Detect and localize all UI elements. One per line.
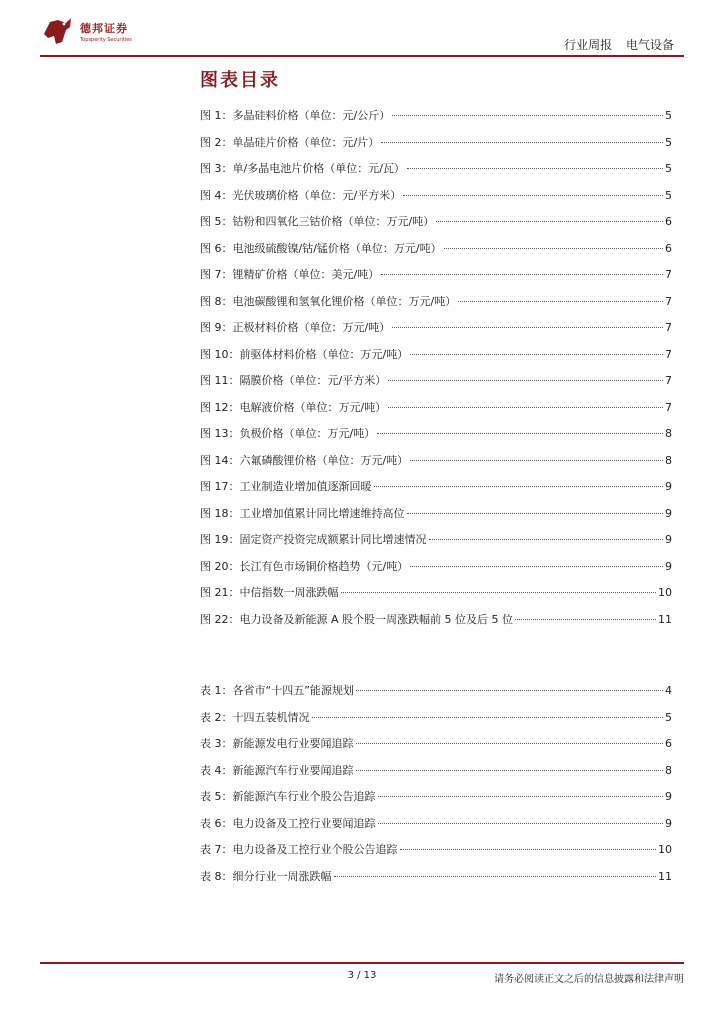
toc-leader-dots <box>341 592 657 593</box>
logo-name-cn: 德邦证券 <box>80 21 128 35</box>
toc-entry-page: 5 <box>665 710 672 724</box>
toc-entry-label: 图 21：中信指数一周涨跌幅 <box>200 586 339 599</box>
toc-entry[interactable] <box>200 134 672 161</box>
toc-entry[interactable] <box>200 584 672 611</box>
toc-leader-dots <box>356 770 664 771</box>
toc-entry-page: 9 <box>665 790 672 803</box>
page-header <box>0 0 724 60</box>
toc-entry[interactable] <box>200 709 672 736</box>
toc-entry-page: 5 <box>665 135 672 149</box>
toc-entry-page: 8 <box>665 427 672 440</box>
toc-entry[interactable] <box>200 841 672 868</box>
toc-entry[interactable] <box>200 107 672 134</box>
report-category <box>554 36 674 53</box>
toc-entry-label: 图 8：电池碳酸锂和氢氧化锂价格（单位：万元/吨） <box>200 294 457 308</box>
toc-entry[interactable] <box>200 505 672 532</box>
toc-entry[interactable] <box>200 372 672 399</box>
toc-entry-page: 8 <box>665 453 672 467</box>
toc-entry-page: 9 <box>665 559 672 573</box>
toc-leader-dots <box>407 513 664 514</box>
toc-entry-page: 10 <box>658 586 672 599</box>
toc-entry-label: 图 3：单/多晶电池片价格（单位：元/瓦） <box>200 162 405 175</box>
toc-entry-page: 5 <box>665 109 672 122</box>
toc-entry-page: 10 <box>658 843 672 856</box>
toc-entry-page: 7 <box>665 321 672 334</box>
logo-icon <box>40 14 76 48</box>
toc-leader-dots <box>515 619 656 620</box>
toc-entry-page: 7 <box>665 268 672 281</box>
toc-entry-label: 表 4：新能源汽车行业要闻追踪 <box>200 763 354 777</box>
toc-entry-page: 5 <box>665 188 672 202</box>
toc-leader-dots <box>407 168 663 169</box>
toc-leader-dots <box>388 380 663 381</box>
toc-leader-dots <box>381 142 663 143</box>
toc-entry-label: 表 7：电力设备及工控行业个股公告追踪 <box>200 843 398 856</box>
toc-entry-label: 图 4：光伏玻璃价格（单位：元/平方米） <box>200 188 402 202</box>
toc-entry-page: 9 <box>665 533 672 546</box>
toc-entry-page: 6 <box>665 737 672 750</box>
header-divider <box>40 55 684 57</box>
toc-leader-dots <box>436 221 663 222</box>
toc-leader-dots <box>374 486 664 487</box>
toc-entry-label: 图 13：负极价格（单位：万元/吨） <box>200 427 376 440</box>
toc-entry-label: 表 1：各省市“十四五”能源规划 <box>200 684 354 697</box>
toc-leader-dots <box>388 407 663 408</box>
toc-entry[interactable] <box>200 531 672 558</box>
toc-leader-dots <box>429 539 664 540</box>
toc-entry-label: 图 9：正极材料价格（单位：万元/吨） <box>200 321 391 334</box>
toc-entry-page: 7 <box>665 374 672 387</box>
toc-entry[interactable] <box>200 213 672 240</box>
toc-entry-label: 表 2：十四五装机情况 <box>200 710 310 724</box>
toc-entry-page: 6 <box>665 215 672 228</box>
toc-entry-page: 9 <box>665 480 672 493</box>
toc-entry[interactable] <box>200 762 672 789</box>
toc-entry-label: 图 5：钴粉和四氧化三钴价格（单位：万元/吨） <box>200 215 435 228</box>
toc-entry-page: 7 <box>665 294 672 308</box>
toc-entry-label: 图 11：隔膜价格（单位：元/平方米） <box>200 374 387 387</box>
toc-entry-page: 7 <box>665 400 672 414</box>
toc-leader-dots <box>356 743 664 744</box>
report-type: 行业周报 <box>564 38 613 52</box>
toc-leader-dots <box>381 274 663 275</box>
toc-entry[interactable] <box>200 293 672 320</box>
toc-entry-page: 8 <box>665 763 672 777</box>
footer-divider <box>40 962 684 964</box>
toc-entry[interactable] <box>200 478 672 505</box>
toc-entry-label: 表 6：电力设备及工控行业要闻追踪 <box>200 816 376 830</box>
toc-leader-dots <box>378 823 664 824</box>
toc-leader-dots <box>392 327 663 328</box>
toc-leader-dots <box>356 690 663 691</box>
footer-disclaimer: 请务必阅读正文之后的信息披露和法律声明 <box>494 974 684 985</box>
toc-entry-page: 11 <box>658 869 672 883</box>
toc-entry-label: 图 2：单晶硅片价格（单位：元/片） <box>200 135 380 149</box>
toc-entry-label: 表 5：新能源汽车行业个股公告追踪 <box>200 790 376 803</box>
toc-leader-dots <box>458 301 663 302</box>
toc-leader-dots <box>410 354 663 355</box>
toc-leader-dots <box>410 460 663 461</box>
toc-entry[interactable] <box>200 346 672 373</box>
toc-entry-page: 4 <box>665 684 672 697</box>
toc-leader-dots <box>444 248 663 249</box>
tables-list <box>200 682 672 894</box>
toc-entry-label: 图 6：电池级硫酸镍/钴/锰价格（单位：万元/吨） <box>200 241 442 255</box>
toc-leader-dots <box>377 433 663 434</box>
toc-entry-label: 图 18：工业增加值累计同比增速维持高位 <box>200 506 405 520</box>
toc-entry-label: 图 19：固定资产投资完成额累计同比增速情况 <box>200 533 427 546</box>
toc-entry-page: 9 <box>665 816 672 830</box>
toc-leader-dots <box>312 717 664 718</box>
toc-entry[interactable] <box>200 425 672 452</box>
toc-leader-dots <box>403 195 663 196</box>
toc-entry[interactable] <box>200 160 672 187</box>
toc-entry[interactable] <box>200 735 672 762</box>
toc-entry-page: 7 <box>665 347 672 361</box>
toc-leader-dots <box>334 876 657 877</box>
toc-entry[interactable] <box>200 240 672 267</box>
toc-entry-page: 9 <box>665 506 672 520</box>
toc-entry-label: 图 12：电解液价格（单位：万元/吨） <box>200 400 387 414</box>
toc-entry-label: 图 17：工业制造业增加值逐渐回暖 <box>200 480 372 493</box>
toc-entry[interactable] <box>200 788 672 815</box>
toc-title: 图表目录 <box>200 70 280 91</box>
toc-entry-page: 5 <box>665 162 672 175</box>
toc-entry-label: 图 1：多晶硅料价格（单位：元/公斤） <box>200 109 391 122</box>
logo-name-en: Topsperity Securities <box>80 36 132 43</box>
toc-entry-label: 图 14：六氟磷酸锂价格（单位：万元/吨） <box>200 453 409 467</box>
toc-entry-label: 表 3：新能源发电行业要闻追踪 <box>200 737 354 750</box>
toc-leader-dots <box>392 115 663 116</box>
figures-list <box>200 107 672 637</box>
toc-entry[interactable] <box>200 399 672 426</box>
toc-entry-page: 6 <box>665 241 672 255</box>
toc-entry-label: 图 20：长江有色市场铜价格趋势（元/吨） <box>200 559 409 573</box>
toc-leader-dots <box>410 566 663 567</box>
toc-leader-dots <box>400 849 657 850</box>
toc-entry[interactable] <box>200 187 672 214</box>
toc-entry[interactable] <box>200 319 672 346</box>
toc-entry[interactable] <box>200 682 672 709</box>
report-industry: 电气设备 <box>625 38 674 52</box>
toc-entry-label: 图 22：电力设备及新能源 A 股个股一周涨跌幅前 5 位及后 5 位 <box>200 612 513 626</box>
toc-entry-label: 图 7：锂精矿价格（单位：美元/吨） <box>200 268 380 281</box>
toc-entry[interactable] <box>200 558 672 585</box>
toc-entry-label: 表 8：细分行业一周涨跌幅 <box>200 869 332 883</box>
toc-entry-label: 图 10：前驱体材料价格（单位：万元/吨） <box>200 347 409 361</box>
toc-entry[interactable] <box>200 815 672 842</box>
page-number: 3 / 13 <box>347 970 377 981</box>
toc-leader-dots <box>378 796 664 797</box>
brand-logo <box>40 14 132 48</box>
toc-entry[interactable] <box>200 266 672 293</box>
toc-entry-page: 11 <box>658 612 672 626</box>
toc-entry[interactable] <box>200 868 672 895</box>
toc-entry[interactable] <box>200 611 672 638</box>
toc-entry[interactable] <box>200 452 672 479</box>
